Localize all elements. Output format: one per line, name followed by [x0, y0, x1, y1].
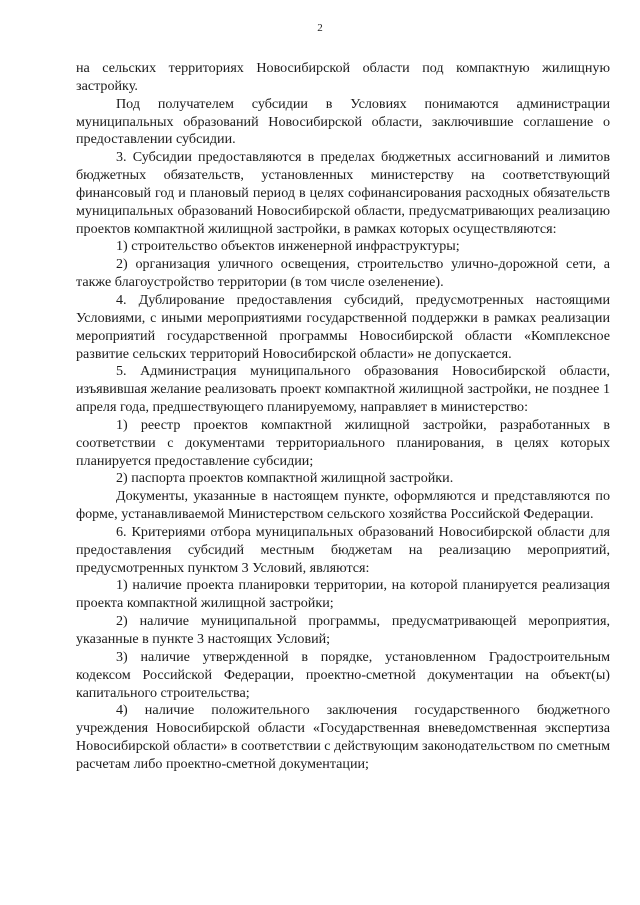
paragraph-clause-6-3: 3) наличие утвержденной в порядке, установленном Градостроительным кодексом Российской Федерации, проектно-сметной документации на объект(ы) капитального строительства; [76, 648, 610, 701]
paragraph-clause-5-1: 1) реестр проектов компактной жилищной застройки, разработанных в соответствии с документами территориального планирования, в целях которых планируется предоставление субсидии; [76, 416, 610, 469]
paragraph-clause-5-2: 2) паспорта проектов компактной жилищной застройки. [116, 470, 454, 487]
paragraph-clause-6-1: 1) наличие проекта планировки территории, на которой планируется реализация проекта компактной жилищной застройки; [76, 577, 610, 612]
paragraph-clause-6: 6. Критериями отбора муниципальных образований Новосибирской области для предоставления субсидий местным бюджетам на реализацию мероприятий, предусмотренных пунктом 3 Условий, являются: [76, 523, 610, 576]
page-number: 2 [317, 22, 323, 34]
paragraph-clause-3-2: 2) организация уличного освещения, строительство улично-дорожной сети, а также благоустройство территории (в том числе озеленение). [76, 256, 610, 291]
paragraph-clause-3: 3. Субсидии предоставляются в пределах бюджетных ассигнований и лимитов бюджетных обязательств, установленных министерству на соответствующий финансовый год и плановый период в целях софинансирования расходных обязательств муниципальных образований Новосибирской области, предусматривающих реализацию проектов компактной жилищной застройки, в рамках которых осуществляются: [76, 149, 610, 237]
paragraph-clause-4: 4. Дублирование предоставления субсидий, предусмотренных настоящими Условиями, с иными мероприятиями государственной поддержки в рамках реализации мероприятий государственной программы Новосибирской области «Комплексное развитие сельских территорий Новосибирской области» не допускается. [76, 291, 610, 362]
paragraph-clause-5-docs: Документы, указанные в настоящем пункте, оформляются и представляются по форме, устанавливаемой Министерством сельского хозяйства Российской Федерации. [76, 488, 610, 523]
document-body [76, 60, 610, 774]
paragraph-recipient-definition: Под получателем субсидии в Условиях понимаются администрации муниципальных образований Новосибирской области, заключившие соглашение о предоставлении субсидии. [76, 95, 610, 148]
paragraph-clause-6-2: 2) наличие муниципальной программы, предусматривающей мероприятия, указанные в пункте 3 настоящих Условий; [76, 613, 610, 647]
paragraph-clause-6-4: 4) наличие положительного заключения государственного бюджетного учреждения Новосибирской области «Государственная вневедомственная экспертиза Новосибирской области» в соответствии с действующим законодательством по сметным расчетам либо проектно-сметной документации; [76, 702, 610, 772]
paragraph-clause-5: 5. Администрация муниципального образования Новосибирской области, изъявившая желание реализовать проект компактной жилищной застройки, не позднее 1 апреля года, предшествующего планируемому, направляет в министерство: [76, 363, 610, 416]
paragraph-continuation: на сельских территориях Новосибирской области под компактную жилищную застройку. [76, 60, 610, 94]
paragraph-clause-3-1: 1) строительство объектов инженерной инфраструктуры; [116, 238, 460, 255]
